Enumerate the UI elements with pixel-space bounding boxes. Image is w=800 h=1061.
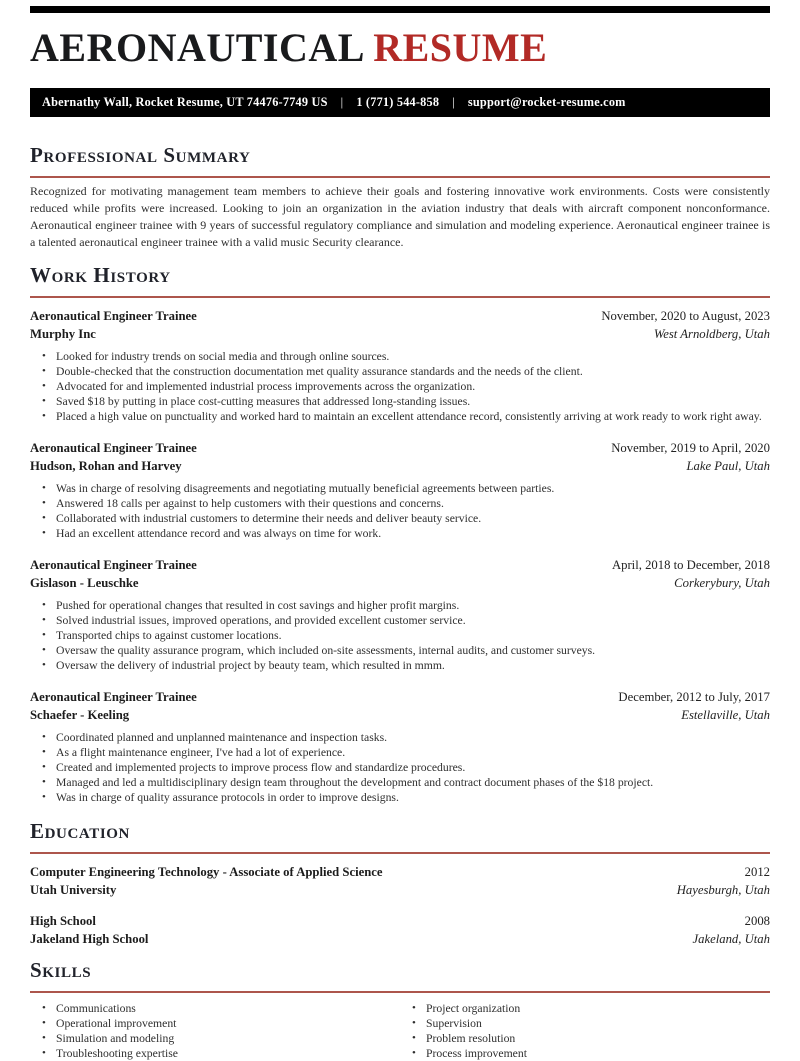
job-dates: December, 2012 to July, 2017 bbox=[618, 690, 770, 704]
section-heading-education: Education bbox=[30, 819, 770, 854]
skill-item: • Process improvement bbox=[412, 1046, 770, 1061]
job-title: Aeronautical Engineer Trainee bbox=[30, 558, 197, 572]
resume-title bbox=[30, 25, 770, 70]
skills-column-right bbox=[400, 1001, 770, 1061]
school: Utah University bbox=[30, 882, 117, 897]
job-location: West Arnoldberg, Utah bbox=[653, 326, 770, 341]
skill-item: • Troubleshooting expertise bbox=[42, 1046, 400, 1061]
job-location: Estellaville, Utah bbox=[681, 707, 770, 722]
school: Jakeland High School bbox=[30, 931, 149, 946]
bullet-item: • Created and implemented projects to improve process flow and standardize procedures. bbox=[42, 760, 770, 775]
skills-column-left bbox=[30, 1001, 400, 1061]
job-company: Hudson, Rohan and Harvey bbox=[30, 458, 182, 473]
resume-page bbox=[0, 6, 800, 1061]
education-entry bbox=[30, 913, 770, 948]
section-heading-skills: Skills bbox=[30, 958, 770, 993]
job-location: Corkerybury, Utah bbox=[674, 575, 770, 590]
job-dates: November, 2020 to August, 2023 bbox=[601, 309, 770, 323]
skill-item: • Problem resolution bbox=[412, 1031, 770, 1046]
job-title: Aeronautical Engineer Trainee bbox=[30, 309, 197, 323]
resume-title-primary: AERONAUTICAL bbox=[30, 25, 363, 70]
bullet-item: • Saved $18 by putting in place cost-cutting measures that addressed long-standing issues. bbox=[42, 394, 770, 409]
bullet-item: • As a flight maintenance engineer, I've had a lot of experience. bbox=[42, 745, 770, 760]
job-title: Aeronautical Engineer Trainee bbox=[30, 441, 197, 455]
bullet-item: • Managed and led a multidisciplinary design team throughout the development and contract document phases of the $18 project. bbox=[42, 775, 770, 790]
bullet-item: • Double-checked that the construction documentation met quality assurance standards and the needs of the client. bbox=[42, 364, 770, 379]
bullet-item: • Solved industrial issues, improved operations, and provided excellent customer service. bbox=[42, 613, 770, 628]
bullet-item: • Oversaw the quality assurance program, which included on-site assessments, internal audits, and customer surveys. bbox=[42, 643, 770, 658]
job-dates: April, 2018 to December, 2018 bbox=[611, 558, 770, 572]
job-company: Gislason - Leuschke bbox=[30, 575, 139, 590]
job-company: Murphy Inc bbox=[30, 326, 96, 341]
bullet-item: • Collaborated with industrial customers to determine their needs and deliver beauty service. bbox=[42, 511, 770, 526]
contact-separator: | bbox=[340, 95, 344, 109]
contact-phone: 1 (771) 544-858 bbox=[356, 95, 440, 109]
top-divider-bar bbox=[30, 6, 770, 13]
bullet-item: • Coordinated planned and unplanned maintenance and inspection tasks. bbox=[42, 730, 770, 745]
graduation-year: 2008 bbox=[744, 914, 770, 928]
bullet-item: • Answered 18 calls per against to help customers with their questions and concerns. bbox=[42, 496, 770, 511]
resume-title-accent: RESUME bbox=[373, 25, 548, 70]
job-location: Lake Paul, Utah bbox=[686, 458, 770, 473]
contact-address: Abernathy Wall, Rocket Resume, UT 74476-7749 US bbox=[42, 95, 328, 109]
skill-item: • Communications bbox=[42, 1001, 400, 1016]
job-title: Aeronautical Engineer Trainee bbox=[30, 690, 197, 704]
job-block bbox=[30, 440, 770, 541]
summary-paragraph: Recognized for motivating management team members to achieve their goals and fostering innovative work environments. Costs were consistently reduced while profits were increased. Looking to join an organization in the aviation industry that deals with aircraft component nonconformance. Aeronautical engineer trainee with 9 years of successful regulatory compliance and simulation and modeling experience. Aeronautical engineer trainee is a talented aeronautical engineer trainee with a valid music Security clearance. bbox=[30, 184, 770, 249]
graduation-year: 2012 bbox=[744, 865, 770, 879]
bullet-item: • Had an excellent attendance record and was always on time for work. bbox=[42, 526, 770, 541]
job-block bbox=[30, 689, 770, 805]
degree: High School bbox=[30, 914, 96, 928]
job-bullet-list bbox=[30, 730, 770, 805]
bullet-item: • Advocated for and implemented industrial process improvements across the organization. bbox=[42, 379, 770, 394]
bullet-item: • Oversaw the delivery of industrial project by beauty team, which resulted in mmm. bbox=[42, 658, 770, 673]
job-bullet-list bbox=[30, 349, 770, 424]
job-dates: November, 2019 to April, 2020 bbox=[611, 441, 770, 455]
job-bullet-list bbox=[30, 598, 770, 673]
job-company: Schaefer - Keeling bbox=[30, 707, 130, 722]
degree: Computer Engineering Technology - Associate of Applied Science bbox=[30, 865, 383, 879]
school-location: Jakeland, Utah bbox=[692, 931, 770, 946]
bullet-item: • Looked for industry trends on social media and through online sources. bbox=[42, 349, 770, 364]
education-entry bbox=[30, 864, 770, 899]
skill-item: • Supervision bbox=[412, 1016, 770, 1031]
section-heading-work-history: Work History bbox=[30, 263, 770, 298]
job-bullet-list bbox=[30, 481, 770, 541]
skill-item: • Project organization bbox=[412, 1001, 770, 1016]
skill-item: • Operational improvement bbox=[42, 1016, 400, 1031]
skill-item: • Simulation and modeling bbox=[42, 1031, 400, 1046]
bullet-item: • Pushed for operational changes that resulted in cost savings and higher profit margins. bbox=[42, 598, 770, 613]
skills-columns bbox=[30, 1001, 770, 1061]
job-block bbox=[30, 557, 770, 673]
contact-email: support@rocket-resume.com bbox=[467, 95, 626, 109]
bullet-item: • Placed a high value on punctuality and worked hard to maintain an excellent attendance record, consistently arriving at work ready to work right away. bbox=[42, 409, 770, 424]
contact-separator: | bbox=[452, 95, 455, 109]
bullet-item: • Was in charge of resolving disagreements and negotiating mutually beneficial agreements between parties. bbox=[42, 481, 770, 496]
bullet-item: • Was in charge of quality assurance protocols in order to improve designs. bbox=[42, 790, 770, 805]
school-location: Hayesburgh, Utah bbox=[676, 882, 770, 897]
contact-bar bbox=[30, 88, 770, 117]
job-block bbox=[30, 308, 770, 424]
section-heading-professional-summary: Professional Summary bbox=[30, 143, 770, 178]
bullet-item: • Transported chips to against customer locations. bbox=[42, 628, 770, 643]
